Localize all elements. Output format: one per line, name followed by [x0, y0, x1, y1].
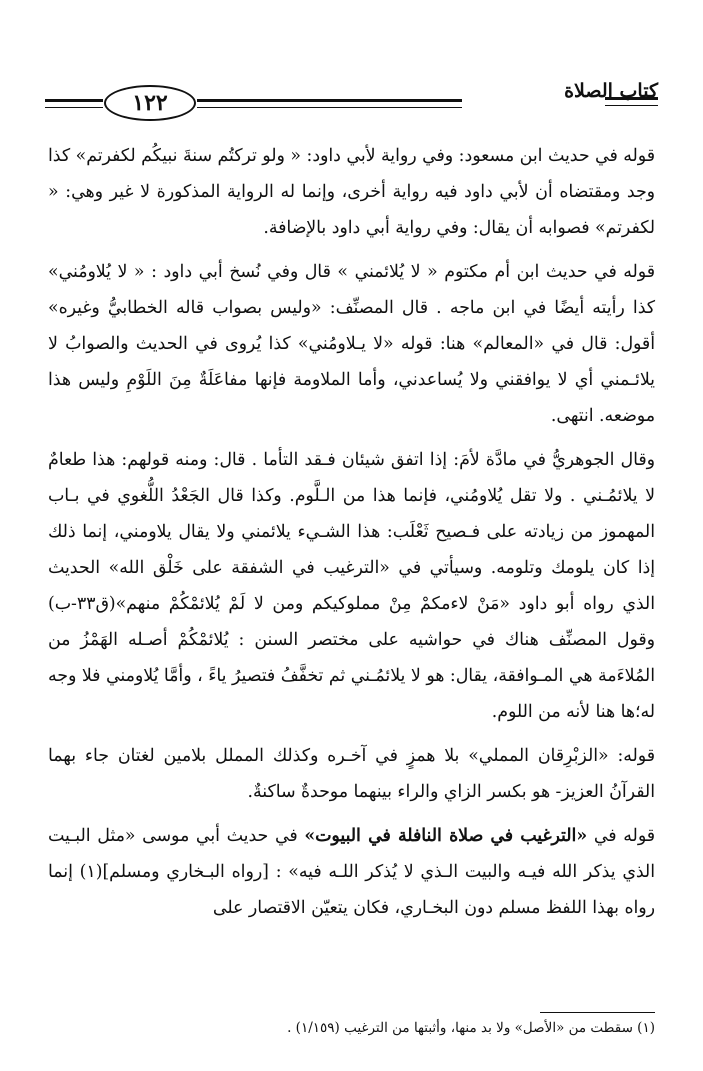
footnote: (١) سقطت من «الأصل» ولا بد منها، وأثبتها من الترغيب (١/١٥٩) . — [287, 1020, 655, 1036]
paragraph-5: قوله في «الترغيب في صلاة النافلة في البيوت» في حديث أبي موسى «مثل البـيت الذي يذكر الله فيـه والبيت الـذي لا يُذكر اللـه فيه» : [رواه البـخاري ومسلم](١) إنما رواه بهذا اللفظ مسلم دون البخـاري، فكان يتعيّن الاقتصار على — [48, 826, 656, 918]
page-number-text: ١٢٢ — [132, 90, 168, 116]
footnote-rule — [540, 1012, 655, 1013]
paragraph-3: وقال الجوهريُّ في مادَّة لأمَ: إذا اتفق شيئان فـقد التأما . قال: ومنه قولهم: هذا طعامٌ لا يلائمُـني . ولا تقل يُلاومُني، فإنما هذا من الـلَّوم. وكذا قال الجَعْدُ اللُّغوي في بـاب المهموز من زيادته على فـصيح ثَعْلَب: هذا الشـيء يلائمني ولا يقال يلاومني، إنما ذلك إذا كان يلومك وتلومه. وسيأتي في «الترغيب في الشفقة على خَلْق الله» الحديث الذي رواه أبو داود «مَنْ لاءمكمْ مِنْ مملوكيكم ومن لا لَمْ يُلائمْكُمْ منهم»(ق٣٣-ب) وقول المصنِّف هناك في حواشيه على مختصر السنن : يُلائمْكُمْ أصـله الهَمْزُ من المُلاءَمة هي المـوافقة، يقال: هو لا يلائمُـني ثم تخفَّفُ فتصيرُ ياءً ، وأمَّا يُلاومني فلا وجه له؛ها هنا لأنه من اللوم. — [48, 450, 655, 722]
paragraph-1: قوله في حديث ابن مسعود: وفي رواية لأبي داود: « ولو تركتُم سنةَ نبيكُم لكفرتم» كذا وجد ومقتضاه أن لأبي داود فيه رواية أخرى، وإنما له الرواية المذكورة لا غير وهي: « لكفرتم» فصوابه أن يقال: وفي رواية أبي داود بالإضافة. — [48, 146, 655, 238]
page-number — [104, 85, 196, 121]
header-rule-left-thin — [45, 107, 103, 108]
paragraph-2: قوله في حديث ابن أم مكتوم « لا يُلائمني » قال وفي نُسخ أبي داود : « لا يُلاومُني» كذا رأيته أيضًا في ابن ماجه . قال المصنِّف: «وليس بصواب قاله الخطابيُّ وغيره» أقول: قال في «المعالم» هنا: قوله «لا يـلاومُني» كذا يُروى في الحديث والصوابُ لا يلائـمني أي لا يوافقني ولا يُساعدني، وأما الملاومة فإنها مفاعَلَةٌ مِنَ اللَوْمِ وليس هذا موضعه. انتهى. — [48, 262, 655, 426]
book-title: كتاب الصلاة — [564, 80, 658, 102]
header-rule-far-right-thin — [605, 105, 658, 106]
body-text — [48, 138, 655, 926]
header-rule-left — [45, 99, 103, 102]
header-rule-right — [197, 99, 462, 102]
section-heading-bold: «الترغيب في صلاة النافلة في البيوت» — [304, 826, 588, 846]
header-rule-right-thin — [197, 107, 462, 108]
paragraph-4: قوله: «الزبْرِقان المملي» بلا همزٍ في آخـره وكذلك المملل بلامين لغتان جاء بهما القرآنُ العزيز- هو بكسر الزاي والراء بينهما موحدةٌ ساكنةٌ. — [48, 746, 655, 802]
